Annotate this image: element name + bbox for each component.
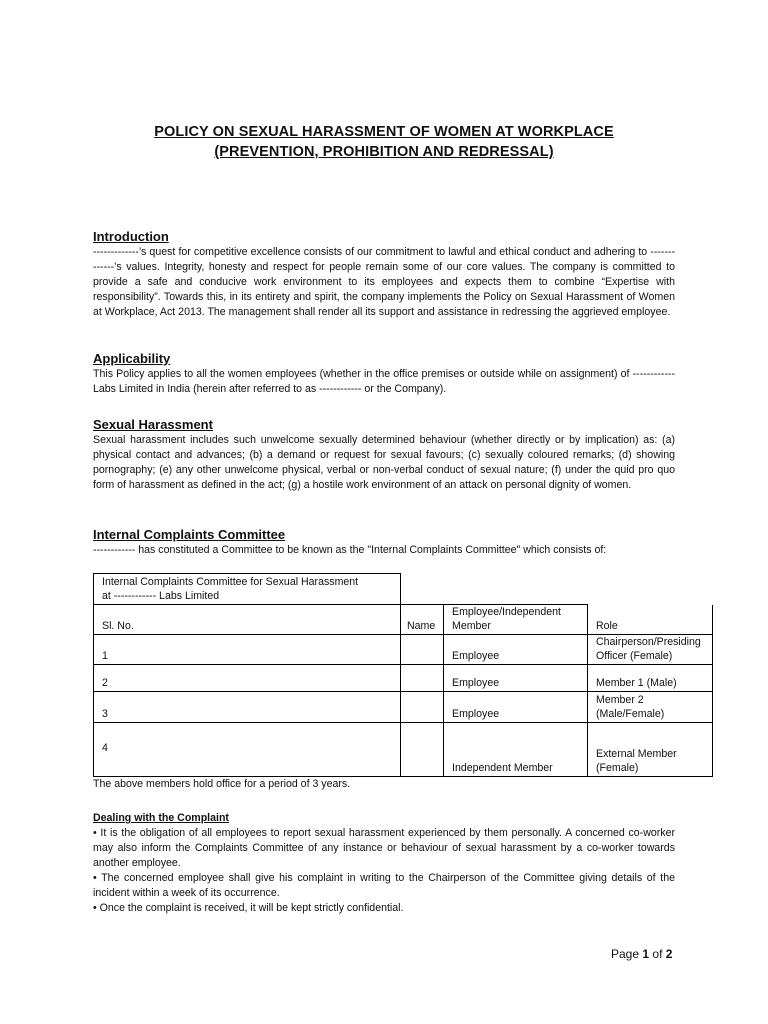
row-role	[588, 635, 713, 665]
sexual-harassment-heading: Sexual Harassment	[93, 417, 213, 432]
row-sl: 4	[94, 723, 401, 777]
row-role-line1: External Member	[596, 748, 677, 760]
sexual-harassment-text: Sexual harassment includes such unwelcome sexually determined behaviour (whether directly or by implication) as: (a) physical contact and advances; (b) a demand or request for sexual favours; (c) sexually coloured remarks; (d) showing pornography; (e) any other unwelcome physical, verbal or non-verbal conduct of sexual nature; (f) under the quid pro quo form of harassment as defined in the act; (g) a hostile work environment of an attack on personal dignity of women.	[93, 434, 675, 491]
row-role-line1: Member 2	[596, 694, 644, 706]
table-row	[94, 635, 713, 665]
applicability-text: This Policy applies to all the women employees (whether in the office premises or outside while on assignment) of ------------ Labs Limited in India (herein after referred to as ------------ or the Company).	[93, 368, 675, 395]
row-role-line2: (Male/Female)	[596, 708, 665, 720]
row-sl: 1	[94, 635, 401, 665]
committee-section	[93, 527, 675, 558]
row-role-line2: Officer (Female)	[596, 650, 673, 662]
page-number	[611, 947, 672, 961]
applicability-heading: Applicability	[93, 351, 171, 366]
dealing-heading: Dealing with the Complaint	[93, 812, 229, 824]
row-name	[401, 723, 444, 777]
introduction-section	[93, 229, 675, 320]
committee-table	[93, 573, 713, 777]
header-member	[444, 605, 588, 635]
dealing-bullet: • The concerned employee shall give his complaint in writing to the Chairperson of the Committee giving details of the incident within a week of its occurrence.	[93, 872, 675, 899]
header-sl-no: Sl. No.	[94, 605, 401, 635]
table-row	[94, 692, 713, 723]
sexual-harassment-section	[93, 417, 675, 493]
row-member: Independent Member	[444, 723, 588, 777]
page-total: 2	[665, 947, 673, 961]
row-role: Member 1 (Male)	[588, 665, 713, 692]
row-role	[588, 692, 713, 723]
row-role	[588, 723, 713, 777]
document-title-line1: POLICY ON SEXUAL HARASSMENT OF WOMEN AT WORKPLACE	[154, 124, 614, 140]
dealing-bullet: • It is the obligation of all employees to report sexual harassment experienced by them personally. A concerned co-worker may also inform the Complaints Committee of any instance or behaviour of sexual harassment by a co-worker towards another employee.	[93, 827, 675, 869]
header-name: Name	[401, 605, 444, 635]
committee-intro: ------------ has constituted a Committee to be known as the "Internal Complaints Committee" which consists of:	[93, 544, 607, 556]
table-row	[94, 665, 713, 692]
table-row	[94, 723, 713, 777]
row-name	[401, 665, 444, 692]
introduction-heading: Introduction	[93, 229, 169, 244]
header-role: Role	[588, 605, 713, 635]
header-member-line2: Member	[452, 620, 491, 632]
row-role-line1: Chairperson/Presiding	[596, 636, 701, 648]
page-of: of	[652, 947, 663, 961]
row-name	[401, 692, 444, 723]
table-header-row	[94, 605, 713, 635]
applicability-section	[93, 351, 675, 397]
row-sl: 3	[94, 692, 401, 723]
page-word: Page	[611, 947, 640, 961]
committee-footnote: The above members hold office for a period of 3 years.	[93, 778, 351, 790]
row-role-line2: (Female)	[596, 762, 639, 774]
document-title-line2: (PREVENTION, PROHIBITION AND REDRESSAL)	[214, 144, 554, 160]
page-current: 1	[642, 947, 650, 961]
introduction-text: -------------’s quest for competitive excellence consists of our commitment to lawful and ethical conduct and adhering to -------------’s values. Integrity, honesty and respect for people remain some of our core values. The company is committed to provide a safe and conducive work environment to its employees and expects them to combine “Expertise with responsibility”. Towards this, in its entirety and spirit, the company implements the Policy on Sexual Harassment of Women at Workplace, Act 2013. The management shall render all its support and assistance in redressing the aggrieved employee.	[93, 246, 675, 318]
committee-heading: Internal Complaints Committee	[93, 527, 286, 542]
header-member-line1: Employee/Independent	[452, 606, 561, 618]
row-sl: 2	[94, 665, 401, 692]
table-caption	[94, 574, 401, 605]
table-caption-line1: Internal Complaints Committee for Sexual Harassment	[102, 576, 359, 588]
dealing-section	[93, 811, 675, 916]
row-member: Employee	[444, 635, 588, 665]
row-member: Employee	[444, 692, 588, 723]
row-member: Employee	[444, 665, 588, 692]
row-name	[401, 635, 444, 665]
dealing-bullet: • Once the complaint is received, it will be kept strictly confidential.	[93, 902, 404, 914]
table-caption-line2: at ------------ Labs Limited	[102, 590, 220, 602]
